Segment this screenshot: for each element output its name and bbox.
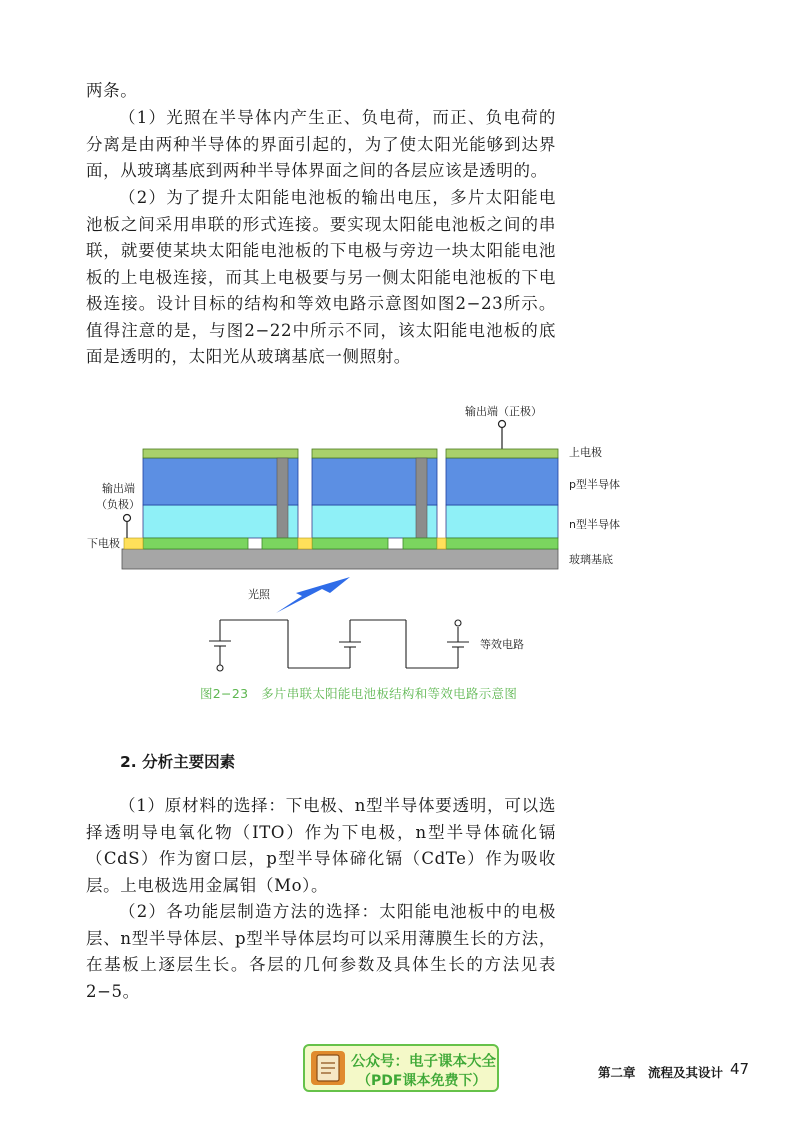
- label-glass-substrate: 玻璃基底: [569, 553, 613, 566]
- connector-pad-1: [298, 538, 312, 549]
- connector-pad-2: [437, 538, 446, 549]
- cell1-interconnect: [277, 458, 288, 538]
- equivalent-circuit: [209, 620, 469, 668]
- label-output-negative-sub: （负极）: [96, 498, 140, 511]
- label-equivalent-circuit: 等效电路: [480, 638, 524, 651]
- circuit-terminal-bottom: [217, 665, 223, 671]
- paragraph-series-connection: （2）为了提升太阳能电池板的输出电压，多片太阳能电池板之间采用串联的形式连接。要实现太阳能电池板之间的串联，就要使某块太阳能电池板的下电极与旁边一块太阳能电池板的上电极连接，而其上电极要与另一侧太阳能电池板的下电极连接。设计目标的结构和等效电路示意图如图2−23所示。值得注意的是，与图2−22中所示不同，该太阳能电池板的底面是透明的，太阳光从玻璃基底一侧照射。: [86, 188, 556, 366]
- label-p-type: p型半导体: [569, 478, 620, 491]
- connector-pad-left: [124, 538, 143, 549]
- paragraph-materials: （1）原材料的选择：下电极、n型半导体要透明，可以选择透明导电氧化物（ITO）作为下电极，n型半导体硫化镉（CdS）作为窗口层，p型半导体碲化镉（CdTe）作为吸收层。上电极选用金属钼（Mo）。: [86, 796, 556, 895]
- cell2-contact-electrode: [403, 538, 437, 549]
- watermark-line1: 公众号：电子课本大全: [351, 1054, 496, 1070]
- label-output-positive: 输出端（正极）: [465, 405, 542, 418]
- cell1-bottom-electrode: [143, 538, 248, 549]
- circuit-terminal-top: [455, 620, 461, 626]
- glass-substrate: [122, 549, 558, 569]
- section-heading: 2. 分析主要因素: [120, 753, 236, 771]
- cell3-n-layer: [446, 505, 558, 538]
- page-number: 47: [730, 1060, 750, 1078]
- light-bolt-icon: [276, 577, 350, 613]
- cell1-contact-electrode: [262, 538, 298, 549]
- footer-chapter-title: 第二章 流程及其设计: [598, 1065, 724, 1080]
- cell1-top-electrode: [143, 449, 298, 458]
- negative-terminal-icon: [124, 515, 131, 522]
- label-output-negative: 输出端: [102, 482, 135, 495]
- cell2-top-electrode: [312, 449, 437, 458]
- label-light: 光照: [248, 588, 270, 601]
- cell3-bottom-electrode: [446, 538, 558, 549]
- cell2-interconnect: [416, 458, 427, 538]
- watermark-line2: （PDF课本免费下）: [357, 1073, 487, 1089]
- figure-caption: 图2−23 多片串联太阳能电池板结构和等效电路示意图: [200, 686, 518, 701]
- label-top-electrode: 上电极: [569, 446, 602, 459]
- paragraph-light-separation: （1）光照在半导体内产生正、负电荷，而正、负电荷的分离是由两种半导体的界面引起的，为了使太阳光能够到达界面，从玻璃基底到两种半导体界面之间的各层应该是透明的。: [86, 108, 556, 180]
- cell1-p-layer: [143, 458, 298, 505]
- label-bottom-electrode: 下电极: [87, 537, 120, 550]
- cell2-bottom-electrode: [312, 538, 388, 549]
- paragraph-continuation: 两条。: [86, 81, 138, 100]
- solar-panel-figure: [0, 390, 800, 680]
- watermark-banner: [303, 1044, 499, 1092]
- label-n-type: n型半导体: [569, 518, 620, 531]
- cell1-n-layer: [143, 505, 298, 538]
- positive-terminal-icon: [499, 421, 506, 428]
- book-logo-icon: [311, 1051, 345, 1085]
- cell3-top-electrode: [446, 449, 558, 458]
- paragraph-methods: （2）各功能层制造方法的选择：太阳能电池板中的电极层、n型半导体层、p型半导体层均可以采用薄膜生长的方法，在基板上逐层生长。各层的几何参数及具体生长的方法见表2−5。: [86, 902, 556, 1001]
- cell3-p-layer: [446, 458, 558, 505]
